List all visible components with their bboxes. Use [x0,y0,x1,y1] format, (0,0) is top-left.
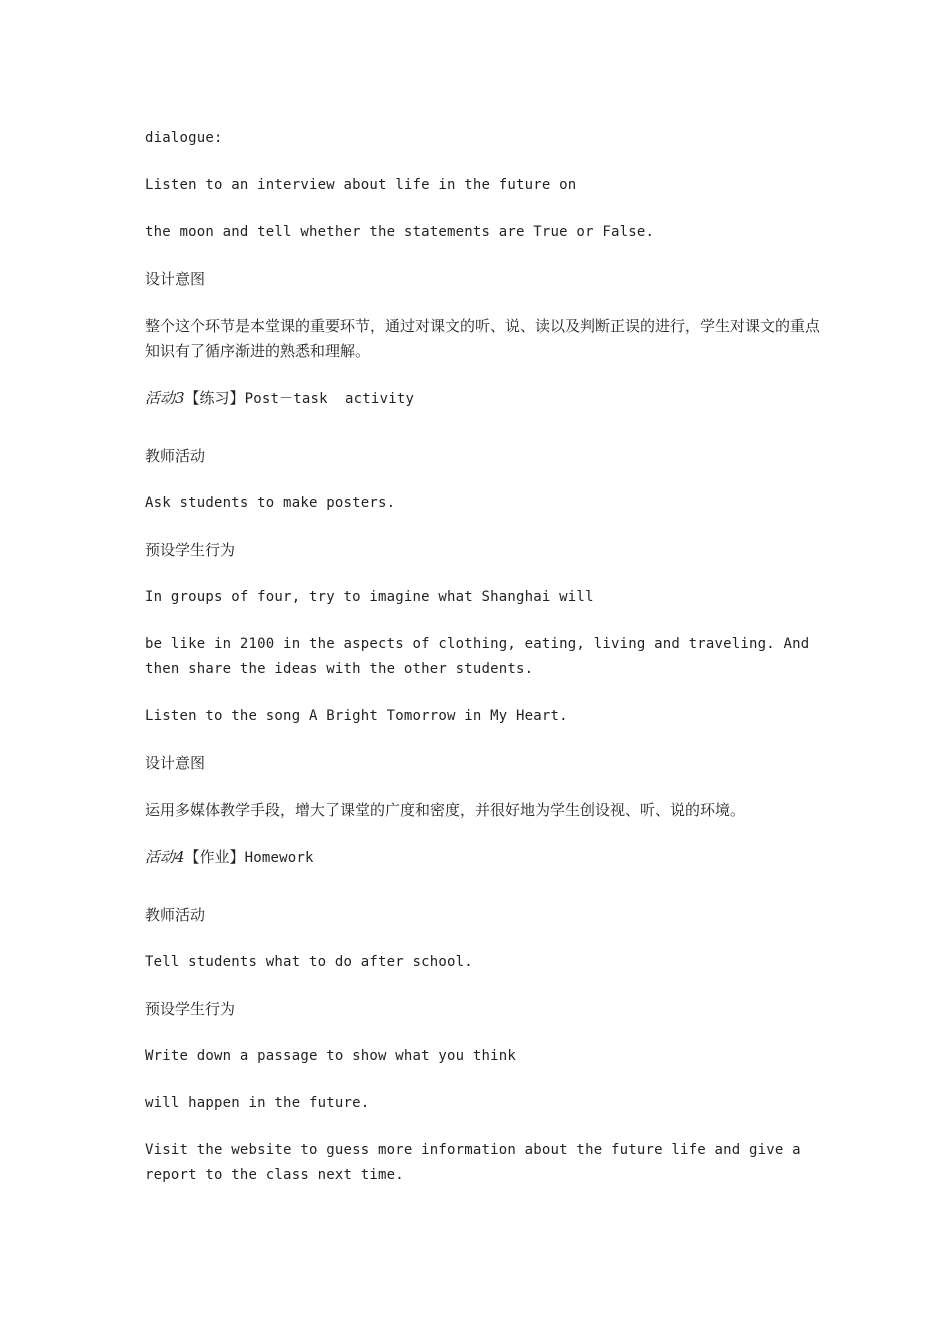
text-after-school: Tell students what to do after school. [145,954,473,970]
text-design-intent-2: 运用多媒体教学手段，增大了课堂的广度和密度，并很好地为学生创设视、听、说的环境。 [145,801,746,819]
document-page [145,126,825,1188]
text-write-passage: Write down a passage to show what you think [145,1048,517,1064]
activity-4-title: Homework [244,850,314,866]
text-shanghai-2100: be like in 2100 in the aspects of clothing, eating, living and traveling. And then share the ideas with the other students. [145,636,819,677]
text-listen-song: Listen to the song A Bright Tomorrow in My Heart. [145,708,568,724]
heading-teacher-activity-2: 教师活动 [145,906,206,924]
text-design-intent-1: 整个这个环节是本堂课的重要环节，通过对课文的听、说、读以及判断正误的进行，学生对课文的重点知识有了循序渐进的熟悉和理解。 [145,317,821,360]
text-groups-of-four: In groups of four, try to imagine what Shanghai will [145,589,594,605]
heading-design-intent-2: 设计意图 [145,754,206,772]
activity-4-label: 活动4 [145,848,185,866]
activity-3-heading [145,386,825,412]
text-make-posters: Ask students to make posters. [145,495,396,511]
activity-3-label: 活动3 [145,389,185,407]
heading-design-intent: 设计意图 [145,270,206,288]
text-listen-interview: Listen to an interview about life in the future on [145,177,577,193]
heading-student-behavior: 预设学生行为 [145,541,236,559]
activity-3-title: Post－task activity [244,391,415,407]
heading-student-behavior-2: 预设学生行为 [145,1000,236,1018]
text-visit-website: Visit the website to guess more information about the future life and give a report to the class next time. [145,1142,810,1183]
activity-4-tag: 【作业】 [184,848,245,866]
text-dialogue: dialogue: [145,130,223,146]
text-moon-statements: the moon and tell whether the statements are True or False. [145,224,655,240]
activity-3-tag: 【练习】 [184,389,245,407]
text-happen-future: will happen in the future. [145,1095,370,1111]
heading-teacher-activity: 教师活动 [145,447,206,465]
activity-4-heading [145,845,825,871]
